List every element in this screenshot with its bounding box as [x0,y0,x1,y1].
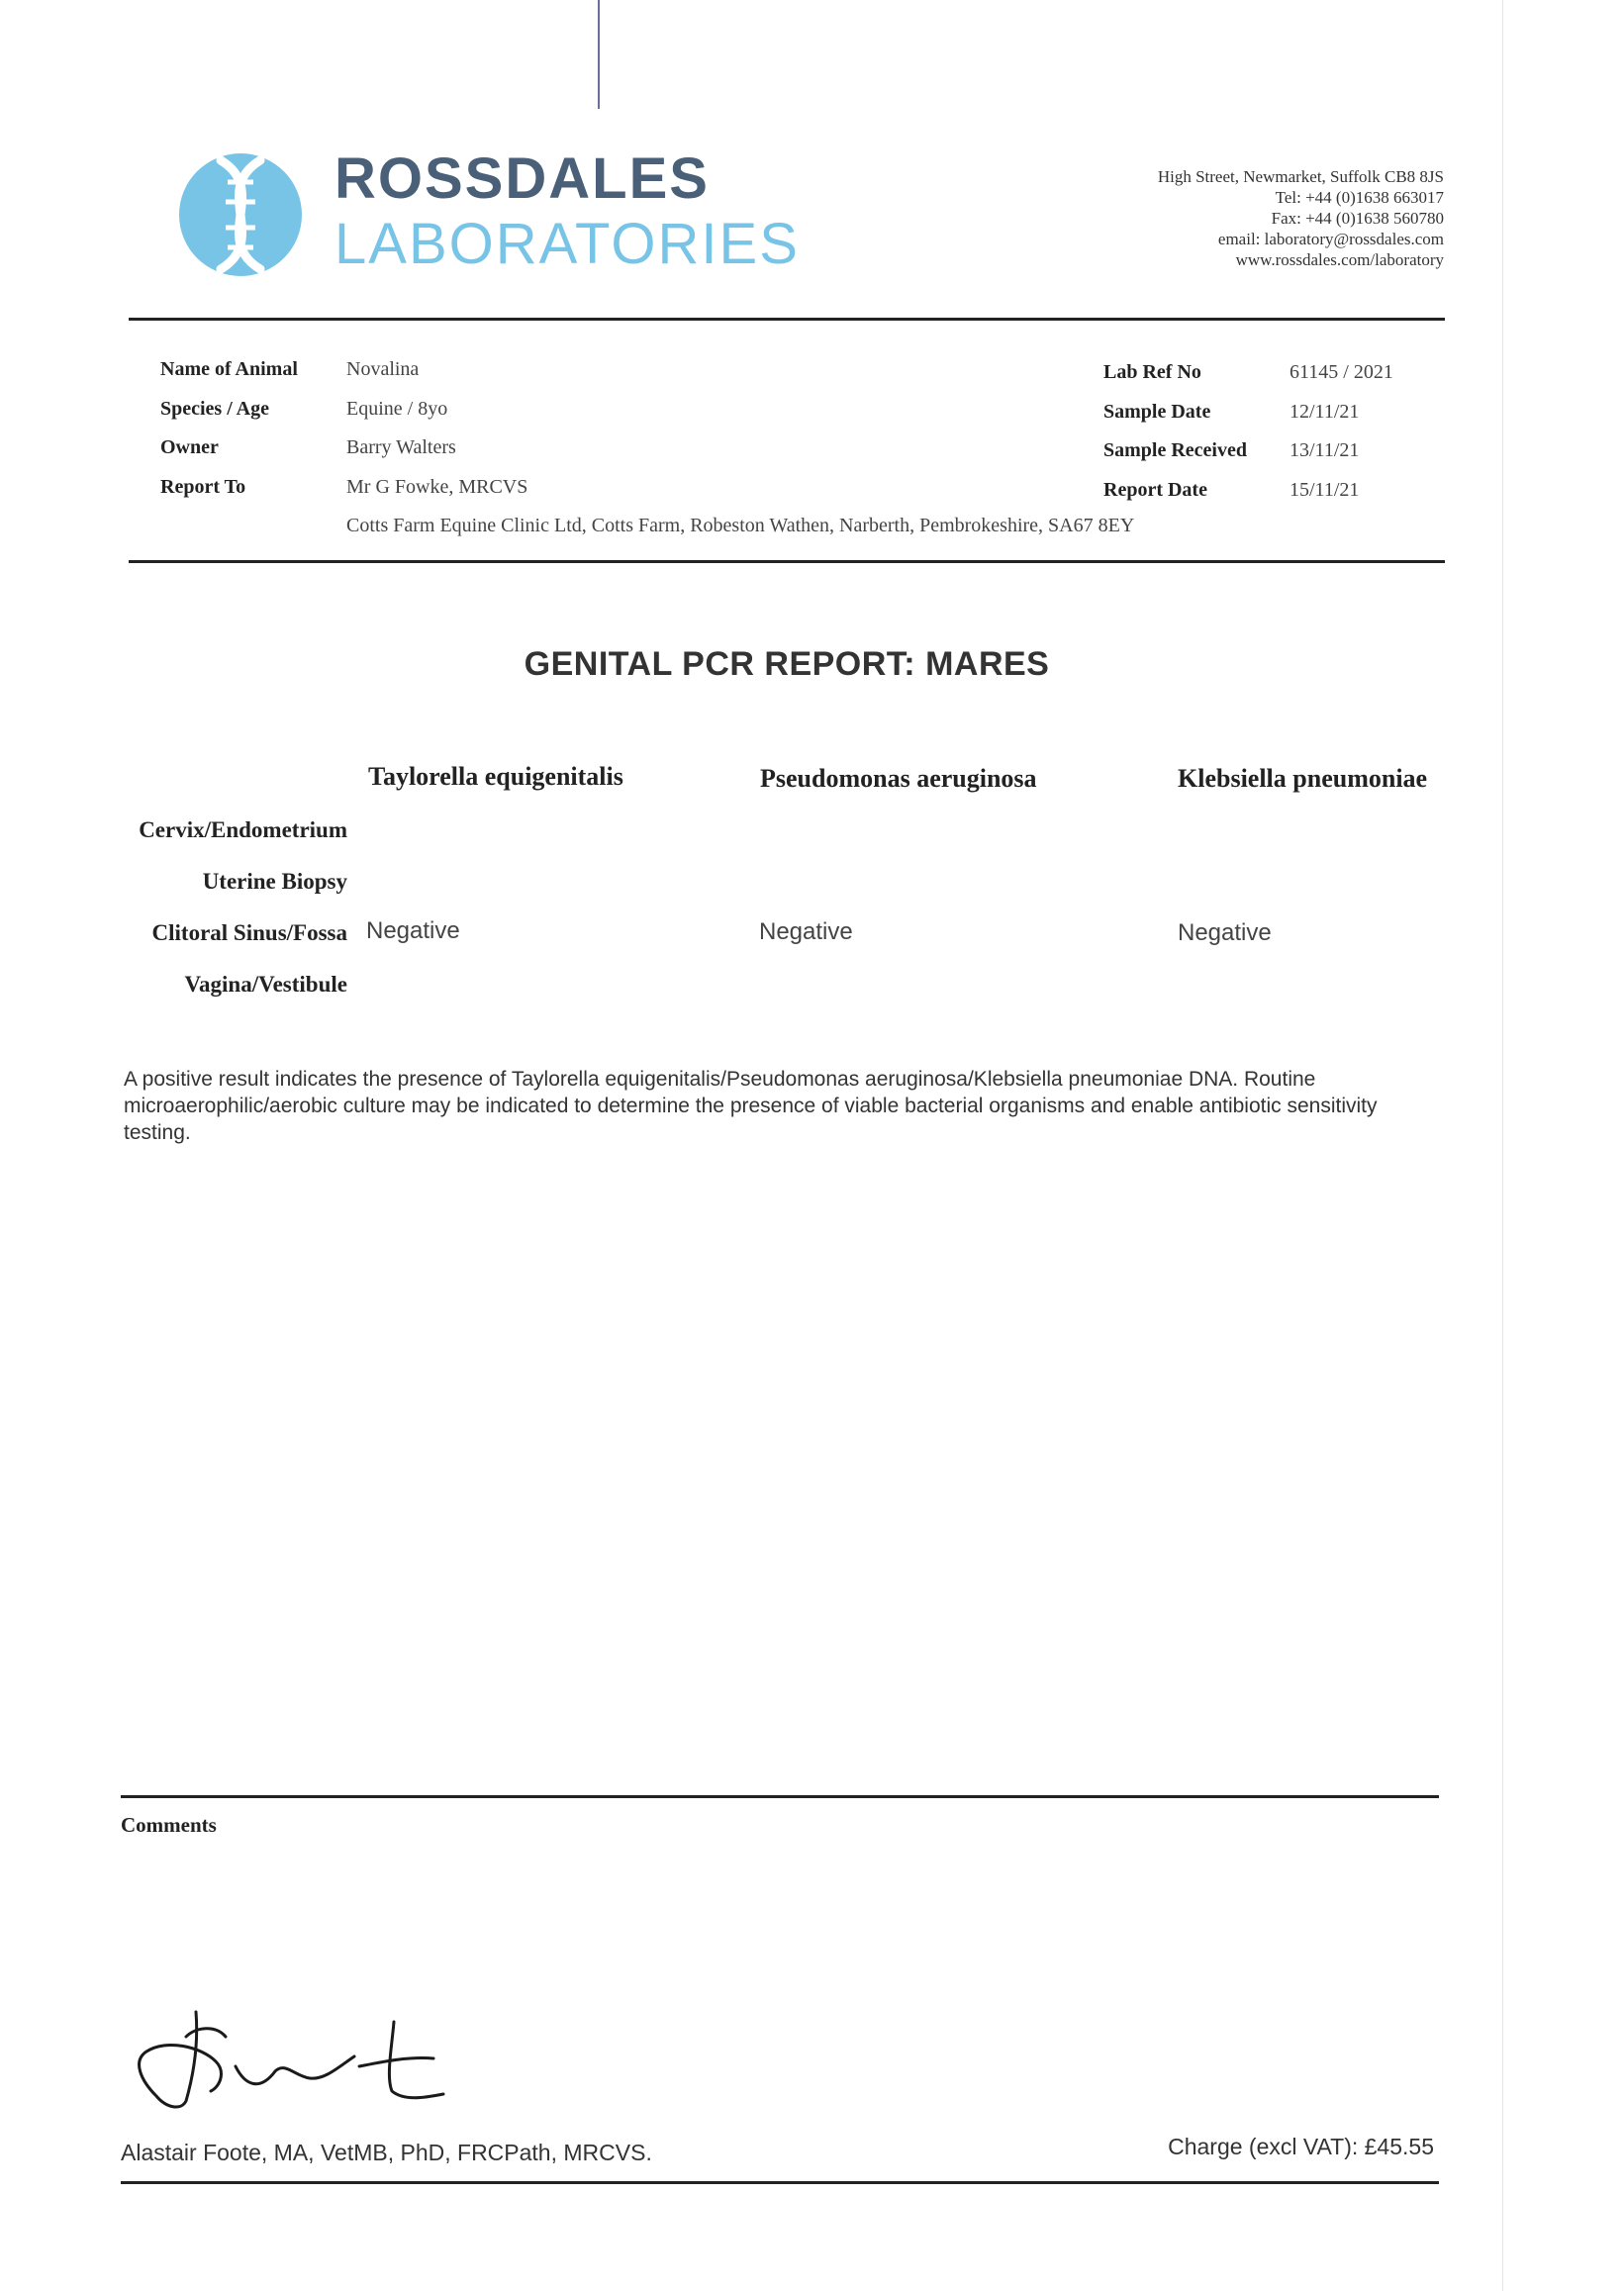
sample-received-label: Sample Received [1103,439,1247,461]
lab-email: email: laboratory@rossdales.com [1217,230,1444,248]
report-title: GENITAL PCR REPORT: MARES [524,645,1050,683]
comments-label: Comments [121,1813,217,1837]
report-date-value: 15/11/21 [1290,479,1360,501]
result-klebsiella: Negative [1178,919,1272,946]
lab-website: www.rossdales.com/laboratory [1235,250,1444,269]
sample-date-label: Sample Date [1103,401,1211,423]
row-label-uterine-biopsy: Uterine Biopsy [202,869,347,894]
row-label-cervix-endometrium: Cervix/Endometrium [139,817,347,842]
dna-helix-icon [176,150,305,279]
species-age-label: Species / Age [160,398,269,420]
signature-image [127,2007,463,2116]
row-label-vagina-vestibule: Vagina/Vestibule [184,972,347,997]
sample-date-value: 12/11/21 [1290,401,1360,423]
lab-ref-value: 61145 / 2021 [1290,361,1393,383]
column-header-pseudomonas: Pseudomonas aeruginosa [760,764,1037,793]
interpretation-note: A positive result indicates the presence of Taylorella equigenitalis/Pseudomonas aeruginosa/Klebsiella pneumoniae DNA. Routine microaerophilic/aerobic culture may be indicated to determine the presence of viable bacterial organisms and enable antibiotic sensitivity testing. [124,1068,1378,1144]
column-header-taylorella: Taylorella equigenitalis [368,762,623,791]
owner-value: Barry Walters [346,436,456,458]
lab-ref-label: Lab Ref No [1103,361,1201,383]
owner-label: Owner [160,436,219,458]
row-label-clitoral-sinus-fossa: Clitoral Sinus/Fossa [151,920,347,945]
page-edge [1502,0,1503,2291]
lab-contact-block [1158,166,1444,270]
report-date-label: Report Date [1103,479,1207,501]
lab-name-line2: LABORATORIES [334,212,800,276]
animal-name-value: Novalina [346,358,420,380]
sample-received-value: 13/11/21 [1290,439,1360,461]
comments-divider [121,1795,1439,1798]
report-to-label: Report To [160,476,246,498]
result-pseudomonas: Negative [759,918,853,945]
lab-name-line1: ROSSDALES [334,146,710,211]
result-taylorella: Negative [366,917,460,944]
footer-divider [121,2181,1439,2184]
species-age-value: Equine / 8yo [346,398,448,420]
lab-fax: Fax: +44 (0)1638 560780 [1271,209,1444,228]
header-divider [129,318,1445,321]
lab-address: High Street, Newmarket, Suffolk CB8 8JS [1157,167,1444,186]
lab-tel: Tel: +44 (0)1638 663017 [1275,188,1444,207]
charge-amount: Charge (excl VAT): £45.55 [1168,2134,1434,2159]
animal-name-label: Name of Animal [160,358,298,380]
info-divider [129,560,1445,563]
fold-mark [598,0,600,109]
signatory-name: Alastair Foote, MA, VetMB, PhD, FRCPath, MRCVS. [121,2140,652,2165]
report-to-address: Cotts Farm Equine Clinic Ltd, Cotts Farm, Robeston Wathen, Narberth, Pembrokeshire, SA67 8EY [346,515,1135,536]
column-header-klebsiella: Klebsiella pneumoniae [1178,764,1428,793]
report-to-value: Mr G Fowke, MRCVS [346,476,528,498]
